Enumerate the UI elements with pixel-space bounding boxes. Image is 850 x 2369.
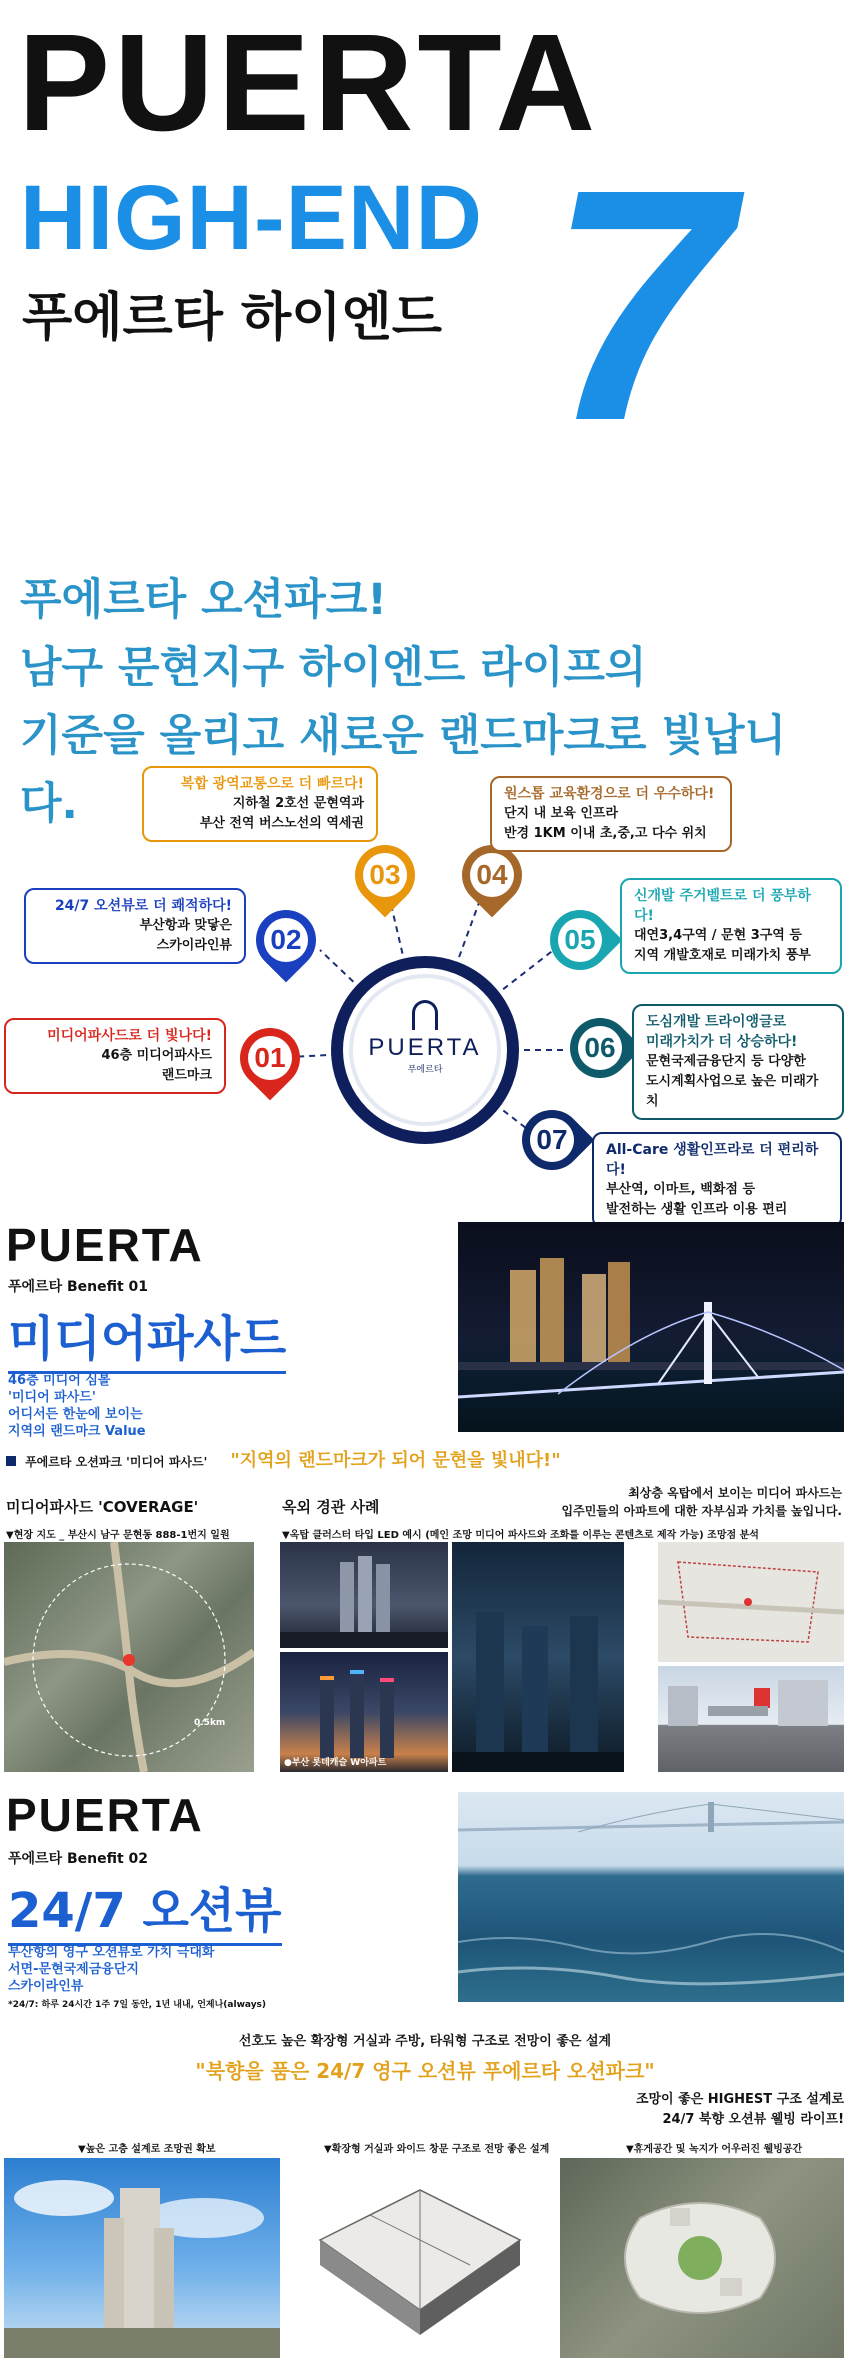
headline-line1: 푸에르타 오션파크! — [20, 575, 387, 625]
pin-07: 07 — [522, 1110, 582, 1170]
outdoor-caption: ▼옥탑 클러스터 타입 LED 예시 (메인 조망 미디어 파사드와 조화를 이루는 콘텐츠로 제작 가능) 조망점 분석 — [282, 1530, 759, 1541]
coverage-map — [4, 1542, 254, 1772]
section2-note: *24/7: 하루 24시간 1주 7일 동안, 1년 내내, 언제나(always) — [8, 2000, 267, 2010]
section2-title: PUERTA — [6, 1789, 204, 1841]
benefit-card-02 — [24, 888, 246, 964]
section1-benefit-label: 푸에르타 Benefit 01 — [8, 1279, 149, 1295]
bar-square-icon — [6, 1456, 16, 1466]
headline-line2: 남구 문현지구 하이엔드 라이프의 — [20, 643, 647, 693]
outdoor-title: 옥외 경관 사례 — [282, 1498, 380, 1516]
benefit-02-title: 24/7 오션뷰로 더 쾌적하다! — [54, 898, 232, 914]
benefit-07-line2: 발전하는 생활 인프라 이용 편리 — [606, 1202, 788, 1217]
benefit-card-05 — [620, 878, 842, 974]
benefit-04-line2: 반경 1KM 이내 초,중,고 다수 위치 — [504, 826, 707, 841]
headline-line3: 기준을 올리고 새로운 랜드마크로 빛납니다. — [20, 711, 787, 829]
section2-caption-1: ▼높은 고층 설계로 조망권 확보 — [78, 2144, 216, 2155]
benefit-card-06 — [632, 1004, 844, 1120]
logo-arch-icon — [412, 1000, 438, 1030]
benefit-06-line1: 문현국제금융단지 등 다양한 — [646, 1054, 806, 1069]
section2-big-title: 24/7 오션뷰 — [8, 1872, 282, 1946]
benefit-03-title: 복합 광역교통으로 더 빠르다! — [180, 776, 364, 792]
benefit-01-line2: 랜드마크 — [161, 1068, 212, 1083]
benefit-02-line2: 스카이라인뷰 — [156, 938, 232, 953]
section2-right-text: 조망이 좋은 HIGHEST 구조 설계로 24/7 북향 오션뷰 웰빙 라이프! — [635, 2092, 844, 2127]
hero-title: PUERTA — [18, 6, 600, 160]
street-view-photo — [658, 1666, 844, 1772]
benefit-01-title: 미디어파사드로 더 빛나다! — [47, 1028, 212, 1044]
site-analysis-map — [658, 1542, 844, 1662]
coverage-map-illustration — [4, 1542, 254, 1772]
benefit-06-title: 도심개발 트라이앵글로 — [646, 1014, 787, 1030]
pin-04: 04 — [462, 845, 522, 905]
section2-description: 부산항의 영구 오션뷰로 가치 극대화 서면-문현국제금융단지 스카이라인뷰 — [8, 1945, 215, 1994]
benefit-04-title: 원스톱 교육환경으로 더 우수하다! — [504, 786, 715, 802]
pin-06: 06 — [570, 1018, 630, 1078]
pin-05: 05 — [550, 910, 610, 970]
night-bridge-photo — [458, 1222, 844, 1432]
section2-caption-3: ▼휴게공간 및 녹지가 어우러진 웰빙공간 — [626, 2144, 803, 2155]
highrise-photo — [4, 2158, 280, 2358]
section2-center-line: 선호도 높은 확장형 거실과 주방, 타워형 구조로 전망이 좋은 설계 — [238, 2034, 612, 2049]
ocean-bridge-illustration — [458, 1792, 844, 2002]
hero-subtitle: HIGH-END — [20, 167, 483, 269]
benefit-03-line1: 지하철 2호선 문현역과 — [232, 796, 364, 811]
benefit-01-line1: 46층 미디어파사드 — [101, 1048, 212, 1063]
section2-caption-2: ▼확장형 거실과 와이드 창문 구조로 전망 좋은 설계 — [324, 2144, 550, 2155]
benefit-06-line2: 도시계획사업으로 높은 미래가치 — [646, 1074, 819, 1109]
night-bridge-illustration — [458, 1222, 844, 1432]
photo-caption: ●부산 롯데캐슬 W아파트 — [284, 1758, 387, 1768]
section1-bar — [0, 1446, 850, 1471]
benefit-02-line1: 부산항과 맞닿은 — [139, 918, 232, 933]
outdoor-photo-3 — [452, 1542, 624, 1772]
benefit-07-title: All-Care 생활인프라로 더 편리하다! — [606, 1142, 819, 1178]
benefit-05-line1: 대연3,4구역 / 문현 3구역 등 — [634, 928, 802, 943]
coverage-caption: ▼현장 지도 _ 부산시 남구 문현동 888-1번지 일원 — [6, 1530, 230, 1541]
benefit-04-line1: 단지 내 보육 인프라 — [504, 806, 619, 821]
section1-right-note: 최상층 옥탑에서 보이는 미디어 파사드는 입주민들의 아파트에 대한 자부심과 가치를 높입니다. — [561, 1486, 842, 1518]
center-logo — [345, 1000, 505, 1075]
benefit-diagram — [0, 760, 850, 1220]
section2-center-quote: "북향을 품은 24/7 영구 오션뷰 푸에르타 오션파크" — [195, 2059, 655, 2083]
ocean-bridge-photo — [458, 1792, 844, 2002]
complex-aerial-render — [560, 2158, 844, 2358]
section1-title: PUERTA — [6, 1219, 204, 1271]
floorplan-3d — [300, 2160, 536, 2356]
benefit-card-01 — [4, 1018, 226, 1094]
outdoor-photo-2 — [280, 1652, 448, 1772]
coverage-title: 미디어파사드 'COVERAGE' — [6, 1498, 199, 1516]
benefit-card-03 — [142, 766, 378, 842]
benefit-03-line2: 부산 전역 버스노선의 역세권 — [199, 816, 364, 831]
benefit-05-title: 신개발 주거벨트로 더 풍부하다! — [634, 888, 811, 924]
logo-subtext: 푸에르타 — [407, 1065, 443, 1075]
section2-center-text — [0, 2030, 850, 2084]
outdoor-photo-1 — [280, 1542, 448, 1648]
section1-big-title: 미디어파사드 — [8, 1300, 286, 1374]
pin-03: 03 — [355, 845, 415, 905]
pin-01: 01 — [240, 1028, 300, 1088]
hero-seven: 7 — [548, 120, 732, 489]
bar-quote: "지역의 랜드마크가 되어 문현을 빛내다!" — [230, 1450, 561, 1471]
coverage-radius-label: 0.5km — [194, 1718, 226, 1728]
benefit-card-07 — [592, 1132, 842, 1228]
section2-benefit-label: 푸에르타 Benefit 02 — [8, 1851, 149, 1867]
bar-label: 푸에르타 오션파크 '미디어 파사드' — [25, 1455, 208, 1469]
benefit-card-04 — [490, 776, 732, 852]
benefit-06-title2: 미래가치가 더 상승하다! — [646, 1034, 798, 1050]
benefit-07-line1: 부산역, 이마트, 백화점 등 — [606, 1182, 756, 1197]
section1-description: 46층 미디어 심볼 '미디어 파사드' 어디서든 한눈에 보이는 지역의 랜드마크 Value — [8, 1373, 146, 1439]
logo-text: PUERTA — [368, 1034, 482, 1061]
benefit-05-line2: 지역 개발호재로 미래가치 풍부 — [634, 948, 811, 963]
pin-02: 02 — [256, 910, 316, 970]
hero-korean-title: 푸에르타 하이엔드 — [22, 288, 442, 348]
